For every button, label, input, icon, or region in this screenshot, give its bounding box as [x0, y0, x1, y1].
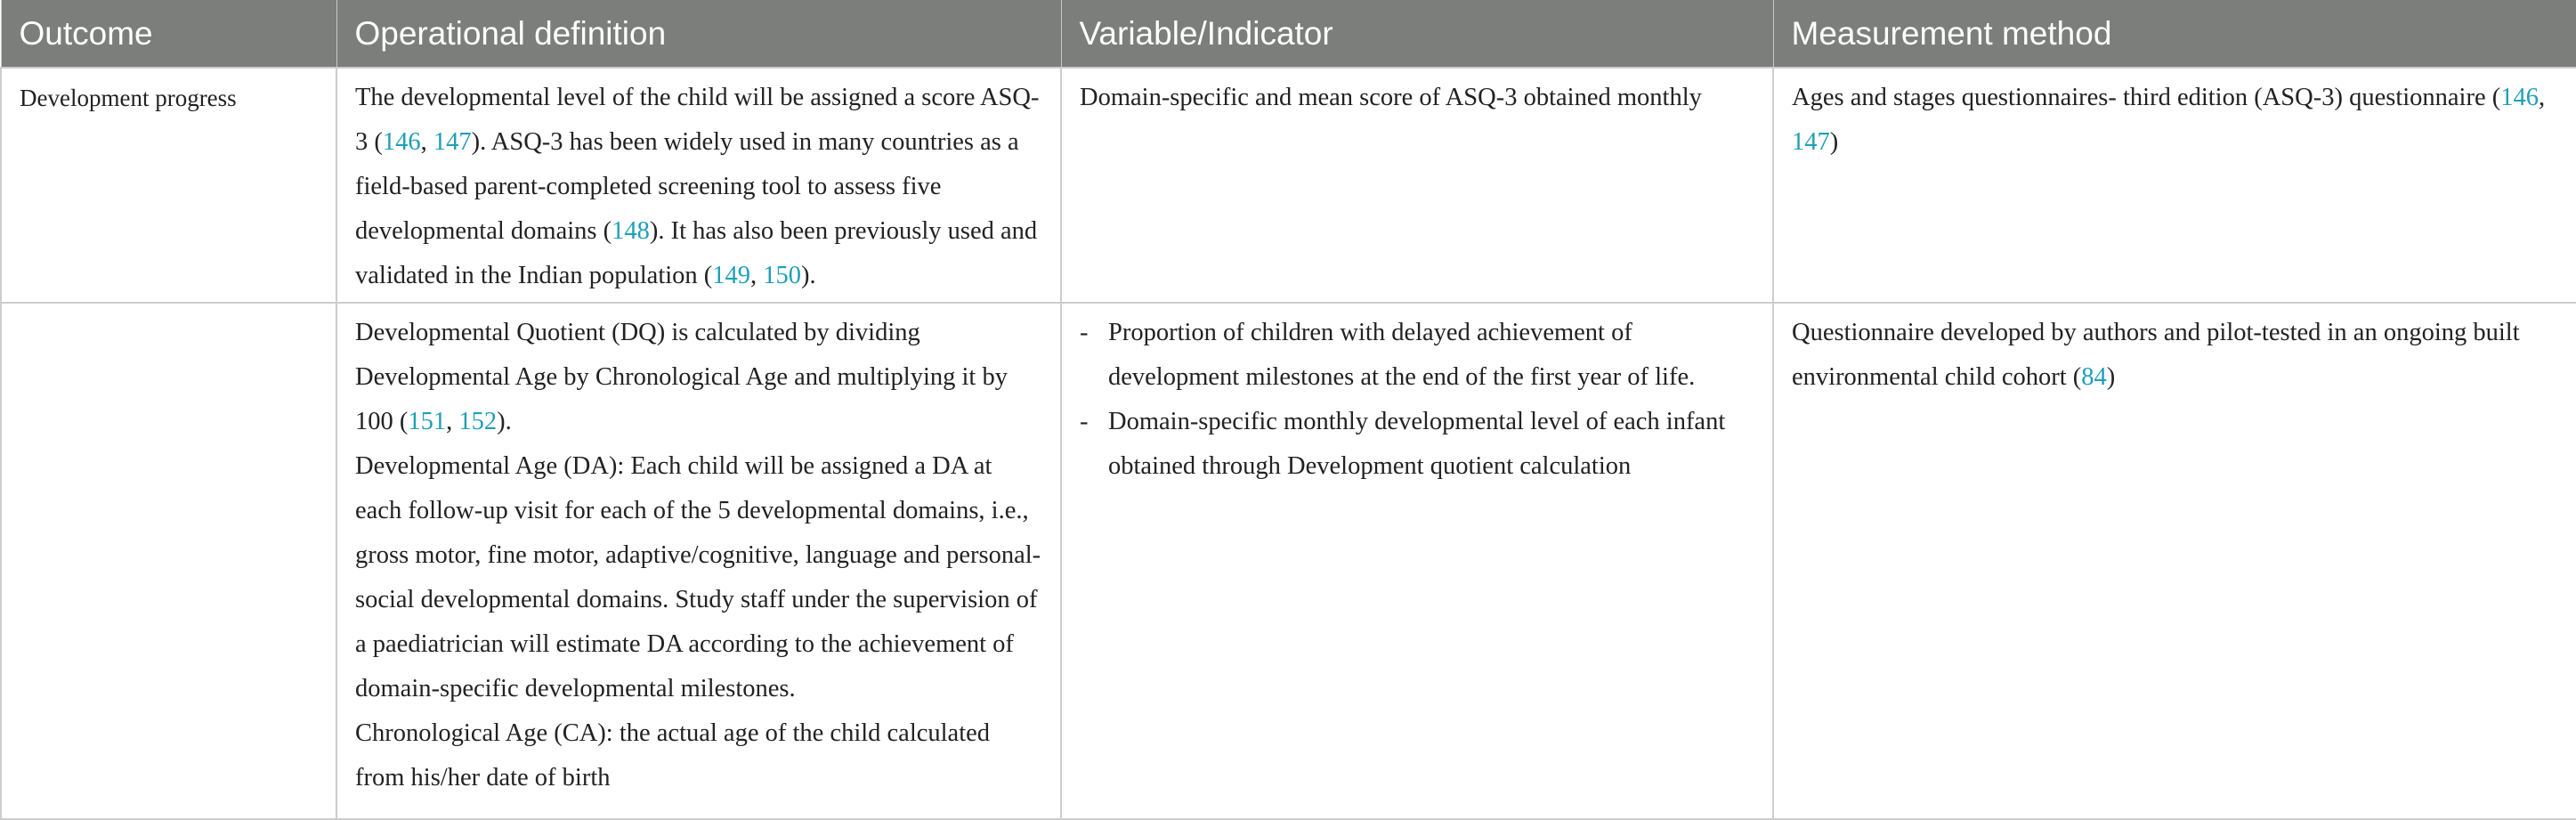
- table-row: [1, 303, 2576, 819]
- definition-text: ,: [420, 128, 433, 156]
- header-variable-indicator: Variable/Indicator: [1061, 0, 1773, 68]
- definition-cell: [336, 68, 1061, 303]
- method-text: Questionnaire developed by authors and pilot-tested in an ongoing built environmental child cohort (: [1792, 319, 2520, 391]
- method-cell: [1773, 303, 2576, 819]
- definition-paragraph: Developmental Age (DA): Each child will be assigned a DA at each follow-up visit for each of the 5 developmental domains, i.e., gross motor, fine motor, adaptive/cognitive, language and personal-social developmental domains. Study staff under the supervision of a paediatrician will estimate DA according to the achievement of domain-specific developmental milestones.: [355, 452, 1041, 702]
- outcome-cell: [1, 303, 336, 819]
- definition-text: ).: [801, 262, 816, 289]
- citation-link[interactable]: 147: [1792, 128, 1830, 156]
- definition-text: ,: [446, 408, 459, 435]
- citation-link[interactable]: 84: [2081, 363, 2107, 391]
- definition-text: ). ASQ-3 has been widely used in many countries as a field-based parent-completed screening tool to assess five developmental domains (: [355, 128, 1019, 245]
- indicator-cell: [1061, 303, 1773, 819]
- outcome-cell: [1, 68, 336, 303]
- citation-link[interactable]: 151: [408, 408, 447, 435]
- method-text: Ages and stages questionnaires- third edition (ASQ-3) questionnaire (: [1792, 84, 2501, 111]
- definition-paragraph: Chronological Age (CA): the actual age of the child calculated from his/her date of birth: [355, 719, 991, 792]
- definition-cell: [336, 303, 1061, 819]
- header-outcome: Outcome: [1, 0, 336, 68]
- citation-link[interactable]: 146: [2500, 84, 2539, 111]
- citation-link[interactable]: 150: [763, 262, 802, 289]
- definition-text: ,: [750, 262, 764, 289]
- table-header-row: [1, 0, 2576, 68]
- citation-link[interactable]: 149: [712, 262, 751, 289]
- definition-text: ).: [497, 408, 512, 435]
- method-text: ): [2106, 363, 2116, 391]
- method-cell: [1773, 68, 2576, 303]
- citation-link[interactable]: 147: [433, 128, 472, 156]
- header-measurement-method: Measurement method: [1773, 0, 2576, 68]
- indicator-text: Domain-specific and mean score of ASQ-3 obtained monthly: [1080, 84, 1702, 111]
- method-text: ,: [2538, 84, 2546, 111]
- table-row: [1, 68, 2576, 303]
- citation-link[interactable]: 146: [382, 128, 421, 156]
- list-item: - Domain-specific monthly developmental level of each infant obtained through Development quotient calculation: [1080, 400, 1754, 489]
- citation-link[interactable]: 152: [458, 408, 498, 435]
- citation-link[interactable]: 148: [612, 217, 650, 245]
- list-item: - Proportion of children with delayed achievement of development milestones at the end of the first year of life.: [1080, 311, 1754, 400]
- definition-text: Developmental Quotient (DQ) is calculated by dividing Developmental Age by Chronological Age and multiplying it by 100 (: [355, 319, 1008, 435]
- definition-text: ). It has also been previously used and validated in the Indian population (: [355, 217, 1038, 289]
- indicator-list: [1080, 311, 1754, 489]
- definition-text: The developmental level of the child will be assigned a score ASQ-3 (: [355, 84, 1040, 156]
- outcome-text: Development progress: [20, 85, 237, 111]
- definition-paragraph: [355, 311, 1042, 444]
- method-text: ): [1829, 128, 1839, 156]
- header-operational-definition: Operational definition: [336, 0, 1061, 68]
- indicator-cell: [1061, 68, 1773, 303]
